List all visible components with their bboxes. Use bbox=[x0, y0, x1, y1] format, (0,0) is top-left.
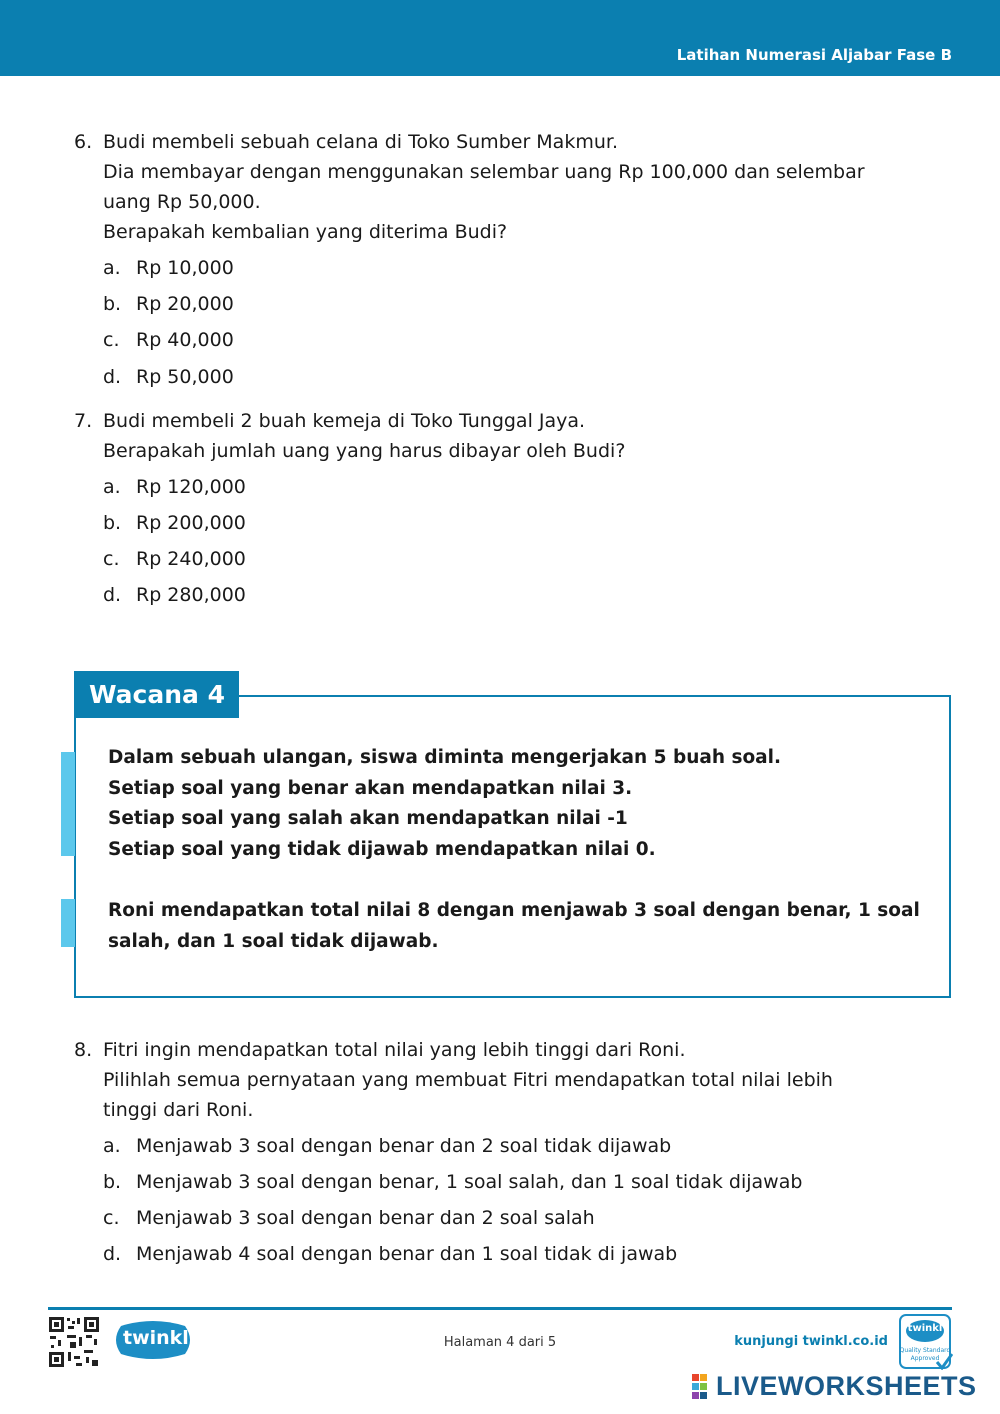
option-text: Menjawab 4 soal dengan benar dan 1 soal tidak di jawab bbox=[136, 1243, 678, 1265]
passage-example bbox=[108, 896, 920, 957]
q8-option-b[interactable] bbox=[103, 1167, 802, 1197]
liveworksheets-logo-icon bbox=[692, 1374, 716, 1400]
passage-line: Dalam sebuah ulangan, siswa diminta mengerjakan 5 buah soal. bbox=[108, 747, 782, 768]
passage-rules bbox=[108, 743, 781, 865]
option-text: Rp 120,000 bbox=[136, 476, 246, 498]
twinkl-logo-text: twinkl bbox=[123, 1327, 189, 1349]
option-letter: b. bbox=[103, 1171, 122, 1193]
stem-line: Berapakah kembalian yang diterima Budi? bbox=[103, 221, 508, 243]
visit-link[interactable]: kunjungi twinkl.co.id bbox=[734, 1334, 888, 1349]
option-letter: a. bbox=[103, 476, 121, 498]
stem-line: uang Rp 50,000. bbox=[103, 191, 261, 213]
q6-option-d[interactable] bbox=[103, 362, 234, 392]
option-text: Menjawab 3 soal dengan benar dan 2 soal tidak dijawab bbox=[136, 1135, 672, 1157]
question-stem bbox=[103, 406, 903, 466]
option-letter: c. bbox=[103, 1207, 120, 1229]
option-text: Rp 20,000 bbox=[136, 293, 234, 315]
option-text: Rp 50,000 bbox=[136, 366, 234, 388]
q6-option-c[interactable] bbox=[103, 325, 234, 355]
q8-option-d[interactable] bbox=[103, 1239, 677, 1269]
passage-line: Setiap soal yang tidak dijawab mendapatkan nilai 0. bbox=[108, 838, 656, 860]
stem-line: Fitri ingin mendapatkan total nilai yang lebih tinggi dari Roni. bbox=[103, 1039, 686, 1061]
badge-logo-text: twinkl bbox=[907, 1323, 943, 1334]
stem-line: Dia membayar dengan menggunakan selembar uang Rp 100,000 dan selembar bbox=[103, 161, 865, 183]
header-bar bbox=[0, 0, 1000, 76]
stem-line: Berapakah jumlah uang yang harus dibayar oleh Budi? bbox=[103, 440, 626, 462]
accent-bar bbox=[61, 752, 75, 856]
option-letter: d. bbox=[103, 584, 122, 606]
option-text: Rp 240,000 bbox=[136, 548, 246, 570]
liveworksheets-watermark: LIVEWORKSHEETS bbox=[716, 1371, 977, 1401]
stem-line: Pilihlah semua pernyataan yang membuat Fitri mendapatkan total nilai lebih bbox=[103, 1069, 833, 1091]
option-letter: b. bbox=[103, 512, 122, 534]
badge-line: Approved bbox=[910, 1355, 940, 1362]
option-letter: d. bbox=[103, 1243, 122, 1265]
question-stem bbox=[103, 127, 903, 247]
q7-option-c[interactable] bbox=[103, 544, 246, 574]
option-text: Rp 10,000 bbox=[136, 257, 234, 279]
option-text: Menjawab 3 soal dengan benar dan 2 soal salah bbox=[136, 1207, 595, 1229]
question-stem bbox=[103, 1035, 903, 1125]
option-text: Rp 280,000 bbox=[136, 584, 246, 606]
footer-divider bbox=[48, 1307, 952, 1310]
passage-line: Setiap soal yang benar akan mendapatkan nilai 3. bbox=[108, 777, 633, 799]
option-letter: a. bbox=[103, 257, 121, 279]
worksheet-title: Latihan Numerasi Aljabar Fase B bbox=[676, 46, 952, 64]
option-text: Menjawab 3 soal dengan benar, 1 soal salah, dan 1 soal tidak dijawab bbox=[136, 1171, 803, 1193]
passage-title: Wacana 4 bbox=[74, 671, 239, 718]
q7-option-b[interactable] bbox=[103, 508, 246, 538]
passage-line: Roni mendapatkan total nilai 8 dengan menjawab 3 soal dengan benar, 1 soal bbox=[108, 900, 920, 921]
passage-line: salah, dan 1 soal tidak dijawab. bbox=[108, 930, 439, 952]
q8-option-a[interactable] bbox=[103, 1131, 671, 1161]
option-letter: d. bbox=[103, 366, 122, 388]
accent-bar bbox=[61, 899, 75, 947]
option-letter: a. bbox=[103, 1135, 121, 1157]
question-number: 6. bbox=[74, 131, 93, 153]
q6-option-b[interactable] bbox=[103, 289, 234, 319]
stem-line: Budi membeli 2 buah kemeja di Toko Tunggal Jaya. bbox=[103, 410, 586, 432]
option-letter: c. bbox=[103, 329, 120, 351]
q8-option-c[interactable] bbox=[103, 1203, 595, 1233]
q7-option-a[interactable] bbox=[103, 472, 246, 502]
page-number: Halaman 4 dari 5 bbox=[443, 1335, 557, 1350]
option-text: Rp 200,000 bbox=[136, 512, 246, 534]
question-number: 8. bbox=[74, 1039, 93, 1061]
stem-line: Budi membeli sebuah celana di Toko Sumber Makmur. bbox=[103, 131, 618, 153]
stem-line: tinggi dari Roni. bbox=[103, 1099, 254, 1121]
q6-option-a[interactable] bbox=[103, 253, 234, 283]
option-letter: b. bbox=[103, 293, 122, 315]
option-letter: c. bbox=[103, 548, 120, 570]
quality-badge bbox=[899, 1314, 953, 1370]
badge-line: Quality Standard bbox=[899, 1347, 951, 1354]
question-number: 7. bbox=[74, 410, 93, 432]
passage-line: Setiap soal yang salah akan mendapatkan nilai -1 bbox=[108, 808, 628, 829]
q7-option-d[interactable] bbox=[103, 580, 246, 610]
option-text: Rp 40,000 bbox=[136, 329, 234, 351]
